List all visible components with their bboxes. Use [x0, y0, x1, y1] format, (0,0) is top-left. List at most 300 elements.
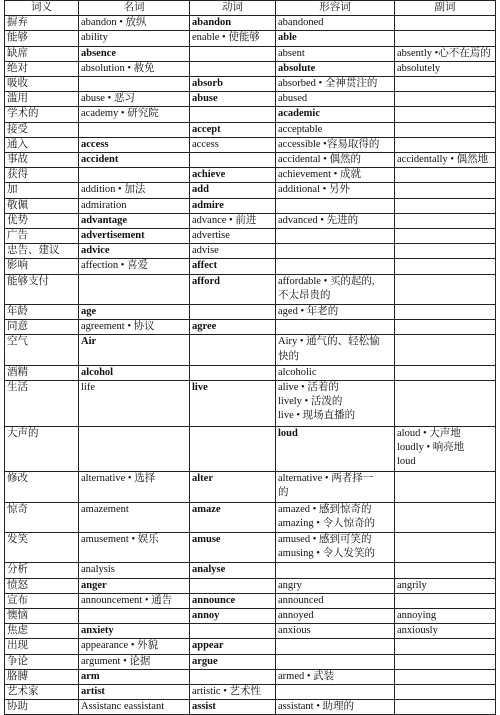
cell-verb	[190, 563, 276, 578]
cell-meaning	[5, 137, 79, 152]
cell-adverb	[395, 578, 496, 593]
cell-adverb	[395, 46, 496, 61]
cell-noun	[79, 107, 190, 122]
cell-adjective	[276, 609, 395, 624]
cell-verb	[190, 213, 276, 228]
cell-verb	[190, 274, 276, 304]
cell-text: 接受	[7, 123, 28, 135]
cell-text: amazement	[81, 503, 129, 515]
cell-meaning	[5, 92, 79, 107]
table-row	[5, 16, 496, 31]
cell-text: 学术的	[7, 108, 39, 120]
cell-adverb	[395, 365, 496, 380]
table-row	[5, 259, 496, 274]
table-row	[5, 153, 496, 168]
cell-text: amusement • 娱乐	[81, 534, 159, 546]
cell-noun	[79, 563, 190, 578]
cell-text: affection • 喜爱	[81, 260, 149, 272]
cell-noun	[79, 168, 190, 183]
cell-text: analysis	[81, 564, 115, 576]
cell-verb	[190, 107, 276, 122]
cell-text: affordable • 买的起的,	[278, 275, 375, 287]
cell-noun	[79, 229, 190, 244]
cell-text: affect	[192, 260, 218, 272]
cell-verb	[190, 122, 276, 137]
cell-text: absorb	[192, 78, 223, 90]
cell-text: 宣布	[7, 594, 28, 606]
cell-meaning	[5, 16, 79, 31]
cell-meaning	[5, 274, 79, 304]
header-meaning: 词义	[5, 1, 79, 16]
cell-meaning	[5, 107, 79, 122]
cell-adverb	[395, 274, 496, 304]
cell-text: 能够	[7, 32, 28, 44]
cell-text: afford	[192, 275, 220, 287]
cell-text: amused • 感到可笑的	[278, 534, 372, 546]
cell-adjective	[276, 472, 395, 502]
cell-verb	[190, 335, 276, 365]
cell-adjective	[276, 31, 395, 46]
cell-meaning	[5, 213, 79, 228]
cell-text: agreement • 协议	[81, 321, 155, 333]
cell-text: artistic • 艺术性	[192, 686, 261, 698]
cell-text: anger	[81, 579, 107, 591]
cell-text: advertisement	[81, 230, 145, 242]
cell-text: agree	[192, 321, 217, 333]
cell-verb	[190, 305, 276, 320]
cell-text: analyse	[192, 564, 226, 576]
cell-verb	[190, 533, 276, 563]
cell-adverb	[395, 122, 496, 137]
cell-text: 快的	[278, 350, 299, 362]
cell-text: anxious	[278, 625, 311, 637]
cell-text: aloud • 大声地	[397, 427, 461, 439]
cell-text: 获得	[7, 169, 28, 181]
table-row	[5, 609, 496, 624]
cell-noun	[79, 381, 190, 427]
cell-noun	[79, 578, 190, 593]
cell-text: 生活	[7, 382, 28, 394]
cell-adverb	[395, 107, 496, 122]
cell-noun	[79, 472, 190, 502]
cell-adjective	[276, 365, 395, 380]
table-row	[5, 213, 496, 228]
cell-text: argue	[192, 655, 218, 667]
cell-verb	[190, 229, 276, 244]
table-row	[5, 335, 496, 365]
cell-text: 协助	[7, 701, 28, 713]
cell-text: 懊恼	[7, 610, 28, 622]
cell-text: admiration	[81, 199, 127, 211]
cell-text: lively • 活泼的	[278, 396, 343, 408]
table-row	[5, 107, 496, 122]
cell-adverb	[395, 61, 496, 76]
cell-adverb	[395, 31, 496, 46]
cell-verb	[190, 168, 276, 183]
cell-adjective	[276, 669, 395, 684]
cell-meaning	[5, 563, 79, 578]
table-row	[5, 229, 496, 244]
cell-adjective	[276, 153, 395, 168]
table-row	[5, 563, 496, 578]
cell-meaning	[5, 578, 79, 593]
cell-text: appearance • 外貌	[81, 640, 159, 652]
cell-meaning	[5, 624, 79, 639]
cell-text: 不太昂贵的	[278, 289, 331, 301]
header-row	[5, 1, 496, 16]
table-row	[5, 578, 496, 593]
cell-adjective	[276, 685, 395, 700]
cell-verb	[190, 46, 276, 61]
cell-adjective	[276, 639, 395, 654]
cell-noun	[79, 320, 190, 335]
cell-adverb	[395, 335, 496, 365]
cell-meaning	[5, 685, 79, 700]
cell-adjective	[276, 320, 395, 335]
cell-text: 绝对	[7, 62, 28, 74]
cell-text: enable • 使能够	[192, 32, 260, 44]
cell-verb	[190, 153, 276, 168]
cell-verb	[190, 259, 276, 274]
cell-text: 胳膊	[7, 670, 28, 682]
cell-text: aged • 年老的	[278, 306, 339, 318]
cell-text: 出现	[7, 640, 28, 652]
cell-text: additional • 另外	[278, 184, 350, 196]
cell-meaning	[5, 31, 79, 46]
table-row	[5, 61, 496, 76]
cell-adjective	[276, 107, 395, 122]
cell-text: 惊奇	[7, 503, 28, 515]
cell-noun	[79, 609, 190, 624]
cell-meaning	[5, 426, 79, 472]
cell-text: loudly • 响亮地	[397, 441, 465, 453]
cell-text: annoyed	[278, 610, 314, 622]
cell-text: argument • 论据	[81, 655, 151, 667]
cell-text: accept	[192, 123, 221, 135]
cell-adverb	[395, 669, 496, 684]
cell-text: admire	[192, 199, 224, 211]
table-row	[5, 168, 496, 183]
header-adverb: 副词	[395, 1, 496, 16]
cell-noun	[79, 533, 190, 563]
cell-text: amazing • 令人惊奇的	[278, 517, 375, 529]
cell-noun	[79, 153, 190, 168]
cell-noun	[79, 669, 190, 684]
cell-text: announce	[192, 594, 236, 606]
table-body	[5, 16, 496, 715]
cell-verb	[190, 669, 276, 684]
cell-text: 的	[278, 487, 289, 499]
cell-meaning	[5, 335, 79, 365]
cell-text: acceptable	[278, 123, 323, 135]
cell-adverb	[395, 563, 496, 578]
cell-adverb	[395, 685, 496, 700]
cell-adverb	[395, 183, 496, 198]
cell-text: access	[81, 138, 109, 150]
cell-text: alcoholic	[278, 366, 317, 378]
cell-adverb	[395, 77, 496, 92]
cell-text: annoy	[192, 610, 220, 622]
cell-noun	[79, 92, 190, 107]
cell-text: amaze	[192, 503, 221, 515]
table-row	[5, 669, 496, 684]
cell-text: advantage	[81, 214, 128, 226]
cell-adverb	[395, 229, 496, 244]
cell-text: arm	[81, 670, 100, 682]
table-row	[5, 305, 496, 320]
cell-verb	[190, 244, 276, 259]
table-row	[5, 77, 496, 92]
cell-noun	[79, 137, 190, 152]
cell-meaning	[5, 502, 79, 532]
cell-noun	[79, 654, 190, 669]
header-adjective: 形容词	[276, 1, 395, 16]
header-noun: 名词	[79, 1, 190, 16]
cell-text: angrily	[397, 579, 427, 591]
cell-noun	[79, 31, 190, 46]
table-row	[5, 639, 496, 654]
cell-text: ability	[81, 32, 108, 44]
cell-text: 能够支付	[7, 275, 49, 287]
cell-noun	[79, 46, 190, 61]
cell-text: advanced • 先进的	[278, 214, 359, 226]
cell-text: achievement • 成就	[278, 169, 361, 181]
cell-text: absolution • 赦免	[81, 62, 155, 74]
cell-text: 分析	[7, 564, 28, 576]
cell-text: Air	[81, 336, 97, 348]
cell-text: abuse	[192, 93, 218, 105]
table-row	[5, 46, 496, 61]
cell-text: 同意	[7, 321, 28, 333]
cell-text: 焦虑	[7, 625, 28, 637]
cell-noun	[79, 259, 190, 274]
table-row	[5, 320, 496, 335]
cell-text: abandoned	[278, 17, 324, 29]
cell-adjective	[276, 654, 395, 669]
cell-adverb	[395, 16, 496, 31]
cell-text: 加	[7, 184, 18, 196]
cell-text: assistant • 助理的	[278, 701, 355, 713]
cell-noun	[79, 274, 190, 304]
cell-meaning	[5, 46, 79, 61]
cell-text: absence	[81, 47, 116, 59]
cell-text: alcohol	[81, 366, 114, 378]
cell-text: armed • 武装	[278, 670, 335, 682]
cell-noun	[79, 502, 190, 532]
cell-adjective	[276, 426, 395, 472]
table-row	[5, 31, 496, 46]
cell-verb	[190, 365, 276, 380]
header-verb: 动词	[190, 1, 276, 16]
cell-noun	[79, 77, 190, 92]
cell-adjective	[276, 77, 395, 92]
cell-noun	[79, 244, 190, 259]
cell-text: absent	[278, 47, 305, 59]
cell-adverb	[395, 244, 496, 259]
cell-text: 争论	[7, 655, 28, 667]
cell-text: accessible •容易取得的	[278, 138, 380, 150]
cell-verb	[190, 31, 276, 46]
cell-adverb	[395, 381, 496, 427]
table-row	[5, 274, 496, 304]
cell-noun	[79, 16, 190, 31]
cell-meaning	[5, 381, 79, 427]
cell-text: advertise	[192, 230, 230, 242]
cell-text: 敬佩	[7, 199, 28, 211]
cell-noun	[79, 365, 190, 380]
cell-text: advise	[192, 245, 219, 257]
cell-meaning	[5, 122, 79, 137]
cell-verb	[190, 472, 276, 502]
cell-text: 滥用	[7, 93, 28, 105]
cell-verb	[190, 198, 276, 213]
cell-noun	[79, 183, 190, 198]
table-row	[5, 122, 496, 137]
table-row	[5, 472, 496, 502]
cell-text: 艺术家	[7, 686, 39, 698]
cell-text: angry	[278, 579, 302, 591]
cell-adjective	[276, 533, 395, 563]
cell-adjective	[276, 137, 395, 152]
cell-adverb	[395, 92, 496, 107]
cell-adverb	[395, 533, 496, 563]
cell-text: academy • 研究院	[81, 108, 159, 120]
cell-text: accident	[81, 154, 119, 166]
cell-text: absolutely	[397, 62, 441, 74]
cell-adverb	[395, 213, 496, 228]
cell-text: artist	[81, 686, 105, 698]
cell-text: amuse	[192, 534, 221, 546]
cell-meaning	[5, 229, 79, 244]
cell-text: 影响	[7, 260, 28, 272]
cell-adjective	[276, 16, 395, 31]
cell-meaning	[5, 639, 79, 654]
cell-verb	[190, 502, 276, 532]
cell-text: 大声的	[7, 427, 39, 439]
cell-meaning	[5, 472, 79, 502]
cell-adjective	[276, 381, 395, 427]
cell-verb	[190, 578, 276, 593]
cell-text: 年龄	[7, 306, 28, 318]
cell-text: alternative • 两者择一	[278, 473, 374, 485]
cell-text: live • 现场直播的	[278, 410, 356, 422]
cell-adjective	[276, 213, 395, 228]
cell-adverb	[395, 320, 496, 335]
cell-text: access	[192, 138, 219, 150]
cell-adverb	[395, 593, 496, 608]
cell-text: alternative • 选择	[81, 473, 156, 485]
cell-adjective	[276, 335, 395, 365]
cell-text: announced	[278, 594, 324, 606]
cell-text: add	[192, 184, 209, 196]
cell-text: 酒精	[7, 366, 28, 378]
cell-text: alive • 活着的	[278, 382, 339, 394]
cell-adjective	[276, 578, 395, 593]
cell-adverb	[395, 639, 496, 654]
cell-noun	[79, 639, 190, 654]
cell-text: age	[81, 306, 97, 318]
cell-text: loud	[278, 427, 298, 439]
cell-adjective	[276, 92, 395, 107]
cell-adjective	[276, 259, 395, 274]
cell-text: alter	[192, 473, 213, 485]
table-row	[5, 502, 496, 532]
cell-adjective	[276, 244, 395, 259]
cell-adjective	[276, 274, 395, 304]
cell-adjective	[276, 168, 395, 183]
cell-adverb	[395, 198, 496, 213]
cell-noun	[79, 122, 190, 137]
cell-text: abandon • 放纵	[81, 17, 147, 29]
table-row	[5, 426, 496, 472]
cell-verb	[190, 137, 276, 152]
table-row	[5, 381, 496, 427]
cell-text: absently •心不在焉的	[397, 47, 491, 59]
word-forms-table	[4, 0, 496, 715]
table-row	[5, 593, 496, 608]
cell-adverb	[395, 502, 496, 532]
table-row	[5, 137, 496, 152]
cell-text: 吸收	[7, 78, 28, 90]
cell-noun	[79, 61, 190, 76]
cell-text: life	[81, 382, 95, 394]
cell-verb	[190, 381, 276, 427]
cell-text: accidentally • 偶然地	[397, 154, 489, 166]
cell-text: anxiously	[397, 625, 438, 637]
cell-adverb	[395, 609, 496, 624]
table-row	[5, 92, 496, 107]
cell-adverb	[395, 168, 496, 183]
cell-text: able	[278, 32, 297, 44]
cell-adverb	[395, 153, 496, 168]
cell-adjective	[276, 122, 395, 137]
cell-verb	[190, 609, 276, 624]
cell-adjective	[276, 624, 395, 639]
cell-text: assist	[192, 701, 216, 713]
cell-noun	[79, 213, 190, 228]
cell-text: 修改	[7, 473, 28, 485]
cell-verb	[190, 639, 276, 654]
cell-text: achieve	[192, 169, 226, 181]
cell-adjective	[276, 563, 395, 578]
cell-text: 通入	[7, 138, 28, 150]
cell-text: 发笑	[7, 534, 28, 546]
cell-text: Airy • 通气的、轻松愉	[278, 336, 380, 348]
cell-text: absorbed • 全神贯注的	[278, 78, 378, 90]
cell-verb	[190, 320, 276, 335]
cell-adverb	[395, 654, 496, 669]
table-row	[5, 685, 496, 700]
cell-text: 愤怒	[7, 579, 28, 591]
cell-adverb	[395, 624, 496, 639]
cell-text: 事故	[7, 154, 28, 166]
cell-text: anxiety	[81, 625, 114, 637]
cell-adverb	[395, 137, 496, 152]
cell-meaning	[5, 533, 79, 563]
table-row	[5, 183, 496, 198]
cell-verb	[190, 77, 276, 92]
cell-text: addition • 加法	[81, 184, 146, 196]
cell-text: abused	[278, 93, 308, 105]
cell-meaning	[5, 61, 79, 76]
cell-text: abuse • 恶习	[81, 93, 135, 105]
cell-text: advance • 前进	[192, 214, 257, 226]
cell-text: amazed • 感到惊奇的	[278, 503, 372, 515]
cell-adjective	[276, 502, 395, 532]
cell-text: annoying	[397, 610, 437, 622]
cell-text: loud	[397, 456, 416, 468]
cell-adjective	[276, 305, 395, 320]
